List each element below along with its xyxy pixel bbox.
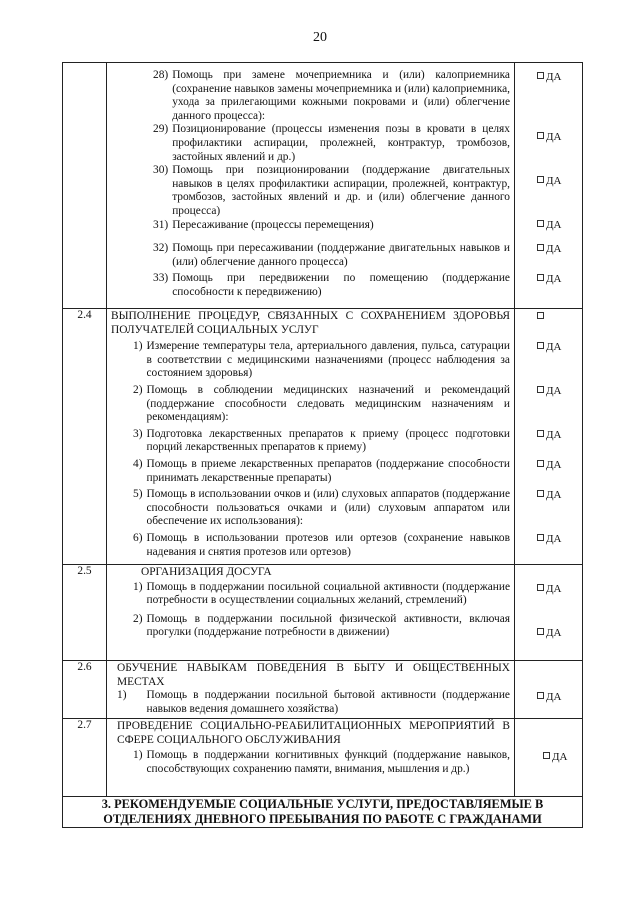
list-item: 2) Помощь в соблюдении медицинских назначений и рекомендаций (поддержание способности следовать медицинским назначениям и рекомендациям): — [133, 383, 510, 424]
checkbox-da[interactable]: ДА — [537, 627, 561, 641]
mark-cell — [515, 63, 583, 309]
table-row — [63, 719, 583, 797]
checkbox-da[interactable]: ДА — [537, 273, 561, 287]
checkbox-icon — [537, 244, 544, 251]
section-heading: ОРГАНИЗАЦИЯ ДОСУГА — [141, 566, 272, 578]
items-cell — [107, 565, 515, 661]
list-item: 5) Помощь в использовании очков и (или) слуховых аппаратов (поддержание способности пользоваться очками и (или) слуховым аппаратом или обеспечение их использования): — [133, 488, 510, 528]
checkbox-da[interactable]: ДА — [537, 489, 561, 503]
checkbox-icon — [537, 460, 544, 467]
section-number: 2.4 — [63, 309, 107, 565]
checkbox-icon — [537, 342, 544, 349]
page-number: 20 — [313, 30, 327, 45]
section-number: 2.6 — [63, 661, 107, 719]
checkbox-empty[interactable] — [537, 311, 546, 325]
checkbox-da[interactable]: ДА — [543, 751, 567, 765]
table-row — [63, 565, 583, 661]
checkbox-da[interactable]: ДА — [537, 71, 561, 85]
checkbox-icon — [537, 220, 544, 227]
list-item: 30) Помощь при позиционировании (поддержание двигательных навыков в целях профилактики аспирации, пролежней, контрактур, тромбозов, застойных явлений и др. и (или) облегчение данного процесса) — [153, 164, 510, 217]
mark-cell — [515, 661, 583, 719]
checkbox-icon — [537, 312, 544, 319]
items-cell — [107, 719, 515, 797]
items-cell — [107, 661, 515, 719]
list-item: 28) Помощь при замене мочеприемника и (или) калоприемника (сохранение навыков замены мочеприемника и (или) калоприемника, ухода за прилегающими кожными покровами и (или) облегчение данного процесса): — [153, 69, 510, 122]
checkbox-da[interactable]: ДА — [537, 691, 561, 705]
list-item: 32) Помощь при пересаживании (поддержание двигательных навыков и (или) облегчение данного процесса) — [153, 242, 510, 268]
section-number: 2.7 — [63, 719, 107, 797]
checkbox-icon — [537, 430, 544, 437]
checkbox-da[interactable]: ДА — [537, 429, 561, 443]
section-number: 2.5 — [63, 565, 107, 661]
items-cell — [107, 63, 515, 309]
row-number-cell — [63, 63, 107, 309]
checkbox-da[interactable]: ДА — [537, 175, 561, 189]
checkbox-icon — [537, 72, 544, 79]
checkbox-da[interactable]: ДА — [537, 131, 561, 145]
checkbox-icon — [537, 534, 544, 541]
mark-cell — [515, 309, 583, 565]
checkbox-da[interactable]: ДА — [537, 243, 561, 257]
checkbox-icon — [537, 490, 544, 497]
list-item: 6) Помощь в использовании протезов или ортезов (сохранение навыков надевания и снятия протезов или ортезов) — [133, 531, 510, 558]
list-item: 1) Помощь в поддержании посильной социальной активности (поддержание потребности в осуществлении социальных желаний, стремлений) — [133, 580, 510, 607]
table-row — [63, 797, 583, 828]
checkbox-icon — [543, 752, 550, 759]
list-item: 29) Позиционирование (процессы изменения позы в кровати в целях профилактики аспирации, пролежней, контрактур, тромбозов, застойных явлений и др.) — [153, 123, 510, 163]
table-row — [63, 661, 583, 719]
list-item: 4) Помощь в приеме лекарственных препаратов (поддержание способности принимать лекарственные препараты) — [133, 457, 510, 484]
checkbox-da[interactable]: ДА — [537, 459, 561, 473]
list-item: 3) Подготовка лекарственных препаратов к приему (процесс подготовки порций лекарственных препаратов к приему) — [133, 427, 510, 454]
checkbox-icon — [537, 628, 544, 635]
checkbox-icon — [537, 584, 544, 591]
list-item: 1) Помощь в поддержании посильной бытовой активности (поддержание навыков ведения домашнего хозяйства) — [117, 689, 510, 715]
checkbox-icon — [537, 176, 544, 183]
table-row — [63, 309, 583, 565]
checkbox-da[interactable]: ДА — [537, 385, 561, 399]
list-item: 33) Помощь при передвижении по помещению (поддержание способности к передвижению) — [153, 272, 510, 298]
section-heading: ПРОВЕДЕНИЕ СОЦИАЛЬНО-РЕАБИЛИТАЦИОННЫХ МЕРОПРИЯТИЙ В СФЕРЕ СОЦИАЛЬНОГО ОБСЛУЖИВАНИЯ — [117, 720, 510, 746]
checkbox-da[interactable]: ДА — [537, 341, 561, 355]
checkbox-icon — [537, 274, 544, 281]
items-cell — [107, 309, 515, 565]
checkbox-icon — [537, 386, 544, 393]
list-item: 31) Пересаживание (процессы перемещения) — [153, 218, 374, 231]
checkbox-icon — [537, 132, 544, 139]
checkbox-icon — [537, 692, 544, 699]
mark-cell — [515, 719, 583, 797]
mark-cell — [515, 565, 583, 661]
checkbox-da[interactable]: ДА — [537, 219, 561, 233]
list-item: 2) Помощь в поддержании посильной физической активности, включая прогулки (поддержание потребности в движении) — [133, 612, 510, 639]
list-item: 1) Помощь в поддержании когнитивных функций (поддержание навыков, способствующих сохранению памяти, внимания, мышления и др.) — [133, 749, 510, 775]
section-heading: ВЫПОЛНЕНИЕ ПРОЦЕДУР, СВЯЗАННЫХ С СОХРАНЕНИЕМ ЗДОРОВЬЯ ПОЛУЧАТЕЛЕЙ СОЦИАЛЬНЫХ УСЛУГ — [111, 310, 510, 336]
list-item: 1) Измерение температуры тела, артериального давления, пульса, сатурации в соответствии с медицинскими назначениями (процесс наблюдения за состоянием здоровья) — [133, 340, 510, 380]
section-3-heading: 3. РЕКОМЕНДУЕМЫЕ СОЦИАЛЬНЫЕ УСЛУГИ, ПРЕДОСТАВЛЯЕМЫЕ В ОТДЕЛЕНИЯХ ДНЕВНОГО ПРЕБЫВАНИЯ ПО РАБОТЕ С ГРАЖДАНАМИ — [63, 797, 583, 828]
services-table — [62, 62, 583, 828]
checkbox-da[interactable]: ДА — [537, 583, 561, 597]
checkbox-da[interactable]: ДА — [537, 533, 561, 547]
section-heading: ОБУЧЕНИЕ НАВЫКАМ ПОВЕДЕНИЯ В БЫТУ И ОБЩЕСТВЕННЫХ МЕСТАХ — [117, 662, 510, 688]
table-row — [63, 63, 583, 309]
